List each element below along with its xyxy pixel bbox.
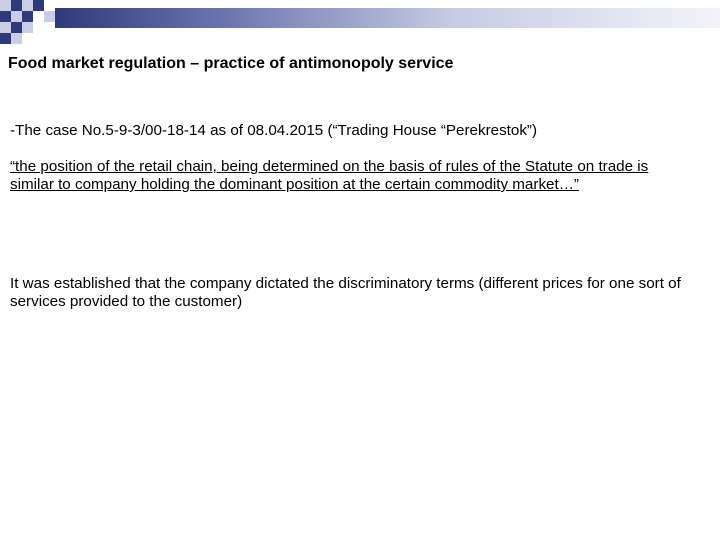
finding-text: It was established that the company dictated the discriminatory terms (different prices for one sort of services provided to the customer) xyxy=(10,275,681,310)
slide-title: Food market regulation – practice of antimonopoly service xyxy=(8,55,454,72)
header-gradient-bar xyxy=(55,8,720,28)
case-reference: -The case No.5-9-3/00-18-14 as of 08.04.2015 (“Trading House “Perekrestok”) xyxy=(10,122,538,139)
quoted-statement: “the position of the retail chain, being determined on the basis of rules of the Statute on trade is similar to company holding the dominant position at the certain commodity market…” xyxy=(10,158,649,193)
